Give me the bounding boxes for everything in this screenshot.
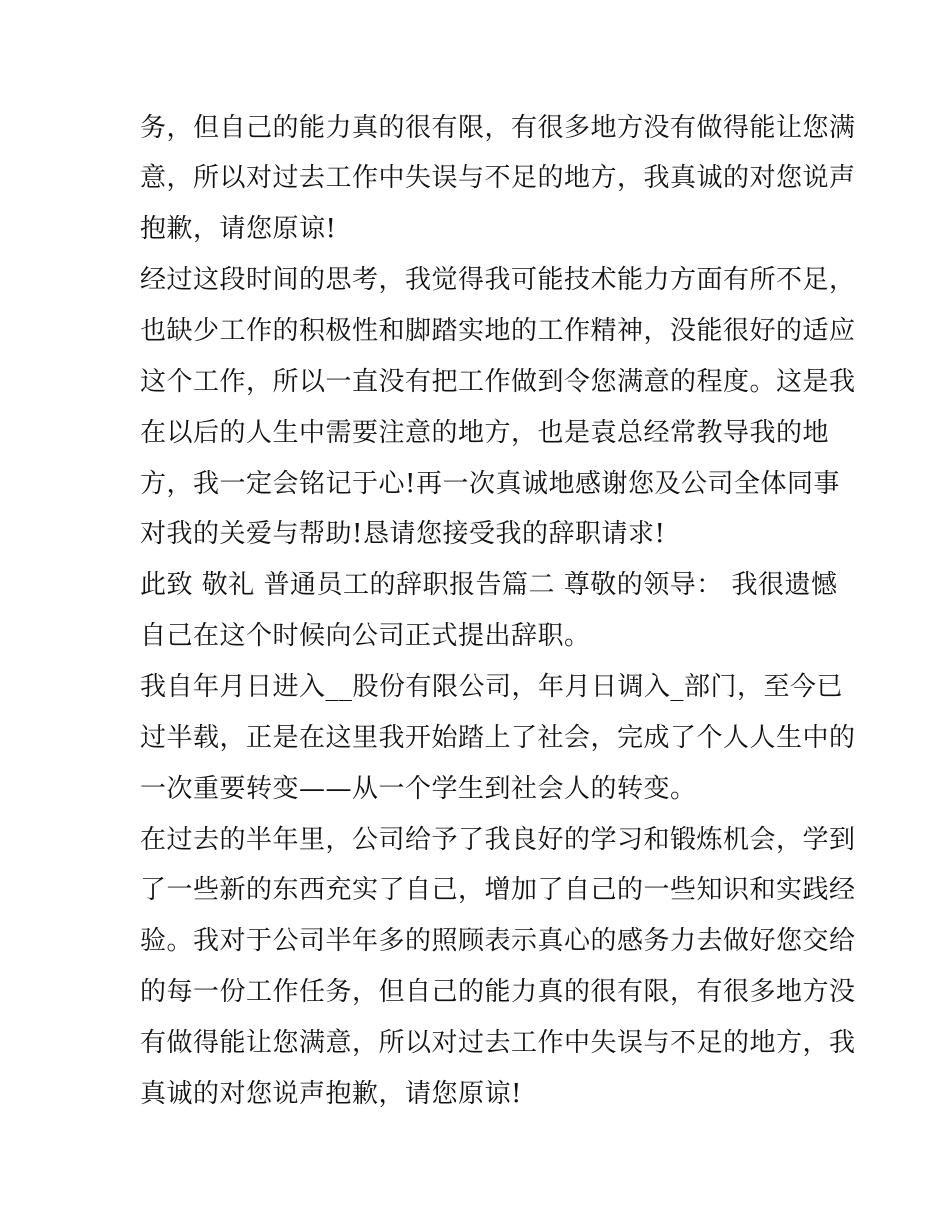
text-line: 的每一份工作任务，但自己的能力真的很有限，有很多地方没 bbox=[140, 977, 856, 1007]
text-line: 一次重要转变——从一个学生到社会人的转变。 bbox=[140, 774, 697, 804]
text-line: 在过去的半年里，公司给予了我良好的学习和锻炼机会，学到 bbox=[140, 825, 856, 855]
text-line: 意，所以对过去工作中失误与不足的地方，我真诚的对您说声 bbox=[140, 163, 856, 193]
text-line: 方，我一定会铭记于心!再一次真诚地感谢您及公司全体同事 bbox=[140, 469, 840, 499]
text-line: 有做得能让您满意，所以对过去工作中失误与不足的地方，我 bbox=[140, 1028, 856, 1058]
text-line: 自己在这个时候向公司正式提出辞职。 bbox=[140, 621, 591, 651]
text-line: 过半载，正是在这里我开始踏上了社会，完成了个人人生中的 bbox=[140, 723, 856, 753]
text-line: 真诚的对您说声抱歉，请您原谅! bbox=[140, 1079, 522, 1109]
text-line: 验。我对于公司半年多的照顾表示真心的感务力去做好您交给 bbox=[140, 926, 856, 956]
text-line: 对我的关爱与帮助!恳请您接受我的辞职请求! bbox=[140, 519, 666, 549]
text-line: 了一些新的东西充实了自己，增加了自己的一些知识和实践经 bbox=[140, 875, 856, 905]
text-line: 经过这段时间的思考，我觉得我可能技术能力方面有所不足， bbox=[140, 265, 856, 295]
text-line: 这个工作，所以一直没有把工作做到令您满意的程度。这是我 bbox=[140, 367, 856, 397]
text-line: 在以后的人生中需要注意的地方，也是袁总经常教导我的地 bbox=[140, 418, 830, 448]
text-line: 抱歉，请您原谅! bbox=[140, 214, 337, 244]
text-line: 我自年月日进入__股份有限公司，年月日调入_部门，至今已 bbox=[140, 672, 844, 702]
text-line: 务，但自己的能力真的很有限，有很多地方没有做得能让您满 bbox=[140, 113, 856, 143]
text-line: 也缺少工作的积极性和脚踏实地的工作精神，没能很好的适应 bbox=[140, 316, 856, 346]
text-line: 此致 敬礼 普通员工的辞职报告篇二 尊敬的领导： 我很遗憾 bbox=[140, 570, 838, 600]
